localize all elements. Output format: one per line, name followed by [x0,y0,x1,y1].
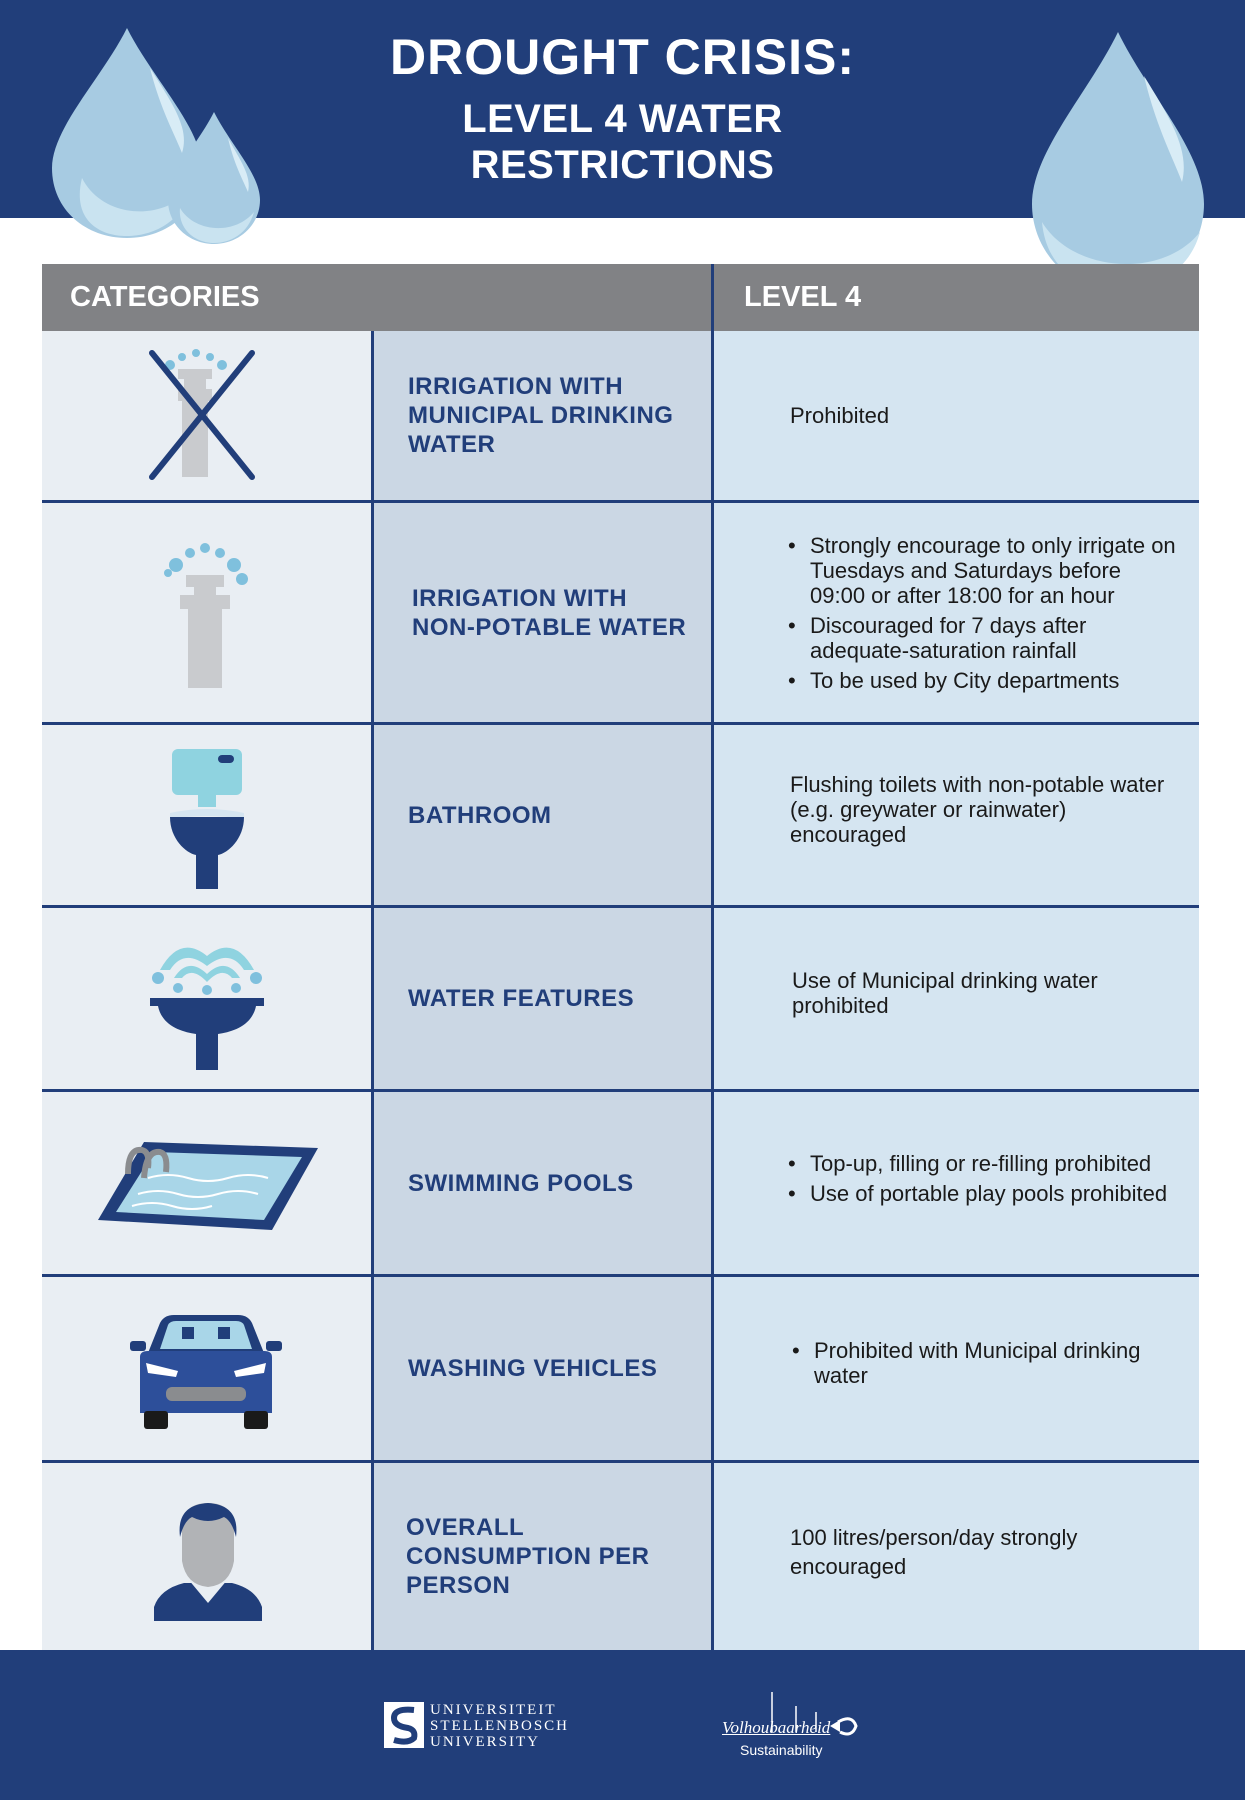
row-bullets [714,1146,1199,1211]
university-line-3: UNIVERSITY [430,1734,540,1750]
car-icon [130,1313,282,1429]
bullet-item: • Top-up, filling or re-filling prohibited [788,1151,1181,1176]
subtitle-line-1: LEVEL 4 WATER [462,97,783,141]
row-description: Flushing toilets with non-potable water (e.g. greywater or rainwater) encouraged [790,771,1165,847]
row-icon-cell [42,331,371,500]
subtitle-line-2: RESTRICTIONS [470,143,775,187]
column-divider [371,1092,374,1274]
row-description-cell [714,725,1199,905]
column-divider [711,1092,714,1274]
sustainability-subtitle: Sustainability [740,1742,823,1758]
column-divider [371,908,374,1089]
row-category-cell [374,725,711,905]
table-row [42,1463,1199,1650]
row-description: 100 litres/person/day strongly encouraged [790,1524,1078,1579]
column-header-categories: CATEGORIES [70,281,260,313]
row-icon-cell [42,1463,371,1650]
row-icon-cell [42,1277,371,1460]
bullet-item: • To be used by City departments [788,668,1181,693]
row-category-label: SWIMMING POOLS [408,1169,634,1197]
column-header-level: LEVEL 4 [744,281,862,313]
column-divider [711,725,714,905]
row-icon-cell [42,908,371,1089]
sprinkler-icon [160,543,250,688]
column-divider [711,908,714,1089]
crossed-sprinkler-icon [148,349,258,483]
row-description: Prohibited [790,403,890,428]
table-row [42,1277,1199,1460]
toilet-icon [170,749,244,889]
row-category-cell [374,1092,711,1274]
row-category-label: OVERALL CONSUMPTION PER PERSON [406,1514,650,1599]
table-row [42,908,1199,1089]
row-category-label: IRRIGATION WITH NON-POTABLE WATER [412,584,687,641]
row-category-label: WATER FEATURES [408,985,635,1012]
person-icon [154,1503,262,1621]
row-category-label: BATHROOM [408,801,552,829]
row-category-cell [374,503,711,722]
table-header [42,264,1199,331]
column-divider [371,503,374,722]
page-title: DROUGHT CRISIS: [390,29,855,85]
row-category-label: IRRIGATION WITH MUNICIPAL DRINKING WATER [408,373,674,458]
row-bullets [714,528,1199,698]
swimming-pool-icon [98,1138,318,1230]
footer [0,1650,1245,1800]
table-row [42,331,1199,500]
university-wordmark [430,1702,569,1750]
bullet-item: • Discouraged for 7 days after adequate-saturation rainfall [788,613,1181,663]
column-divider [371,331,374,500]
water-drop-right-icon [1032,32,1204,292]
column-divider [711,331,714,500]
row-description-cell [714,908,1199,1089]
row-description-cell [714,503,1199,722]
row-description-cell [714,1092,1199,1274]
column-divider [711,1463,714,1650]
row-category-label: WASHING VEHICLES [408,1355,658,1382]
bullet-item: • Strongly encourage to only irrigate on Tuesdays and Saturdays before 09:00 or after 18:00 for an hour [788,533,1181,608]
column-divider [711,1277,714,1460]
university-line-1: UNIVERSITEIT [430,1702,557,1718]
row-category-cell [374,1463,711,1650]
row-category-cell [374,908,711,1089]
university-line-2: STELLENBOSCH [430,1718,570,1734]
row-icon-cell [42,503,371,722]
table-row [42,503,1199,722]
column-divider [711,503,714,722]
row-icon-cell [42,1092,371,1274]
row-bullets [714,1333,1199,1393]
row-category-cell [374,1277,711,1460]
row-icon-cell [42,725,371,905]
table-row [42,725,1199,905]
row-description: Use of Municipal drinking water prohibited [792,967,1098,1018]
row-category-cell [374,331,711,500]
stellenbosch-crest-icon [384,1702,424,1748]
header-divider [711,264,714,331]
row-description-cell [714,1277,1199,1460]
bullet-item: • Use of portable play pools prohibited [788,1181,1181,1206]
column-divider [371,725,374,905]
column-divider [371,1277,374,1460]
column-divider [371,1463,374,1650]
bullet-item: • Prohibited with Municipal drinking water [792,1338,1181,1388]
row-description-cell [714,331,1199,500]
sustainability-wordmark: Volhoubaarheid [722,1718,831,1737]
row-description-cell [714,1463,1199,1650]
restrictions-table [42,264,1199,1650]
water-drop-small-left-icon [168,112,260,244]
fountain-icon [150,934,264,1070]
table-row [42,1092,1199,1274]
